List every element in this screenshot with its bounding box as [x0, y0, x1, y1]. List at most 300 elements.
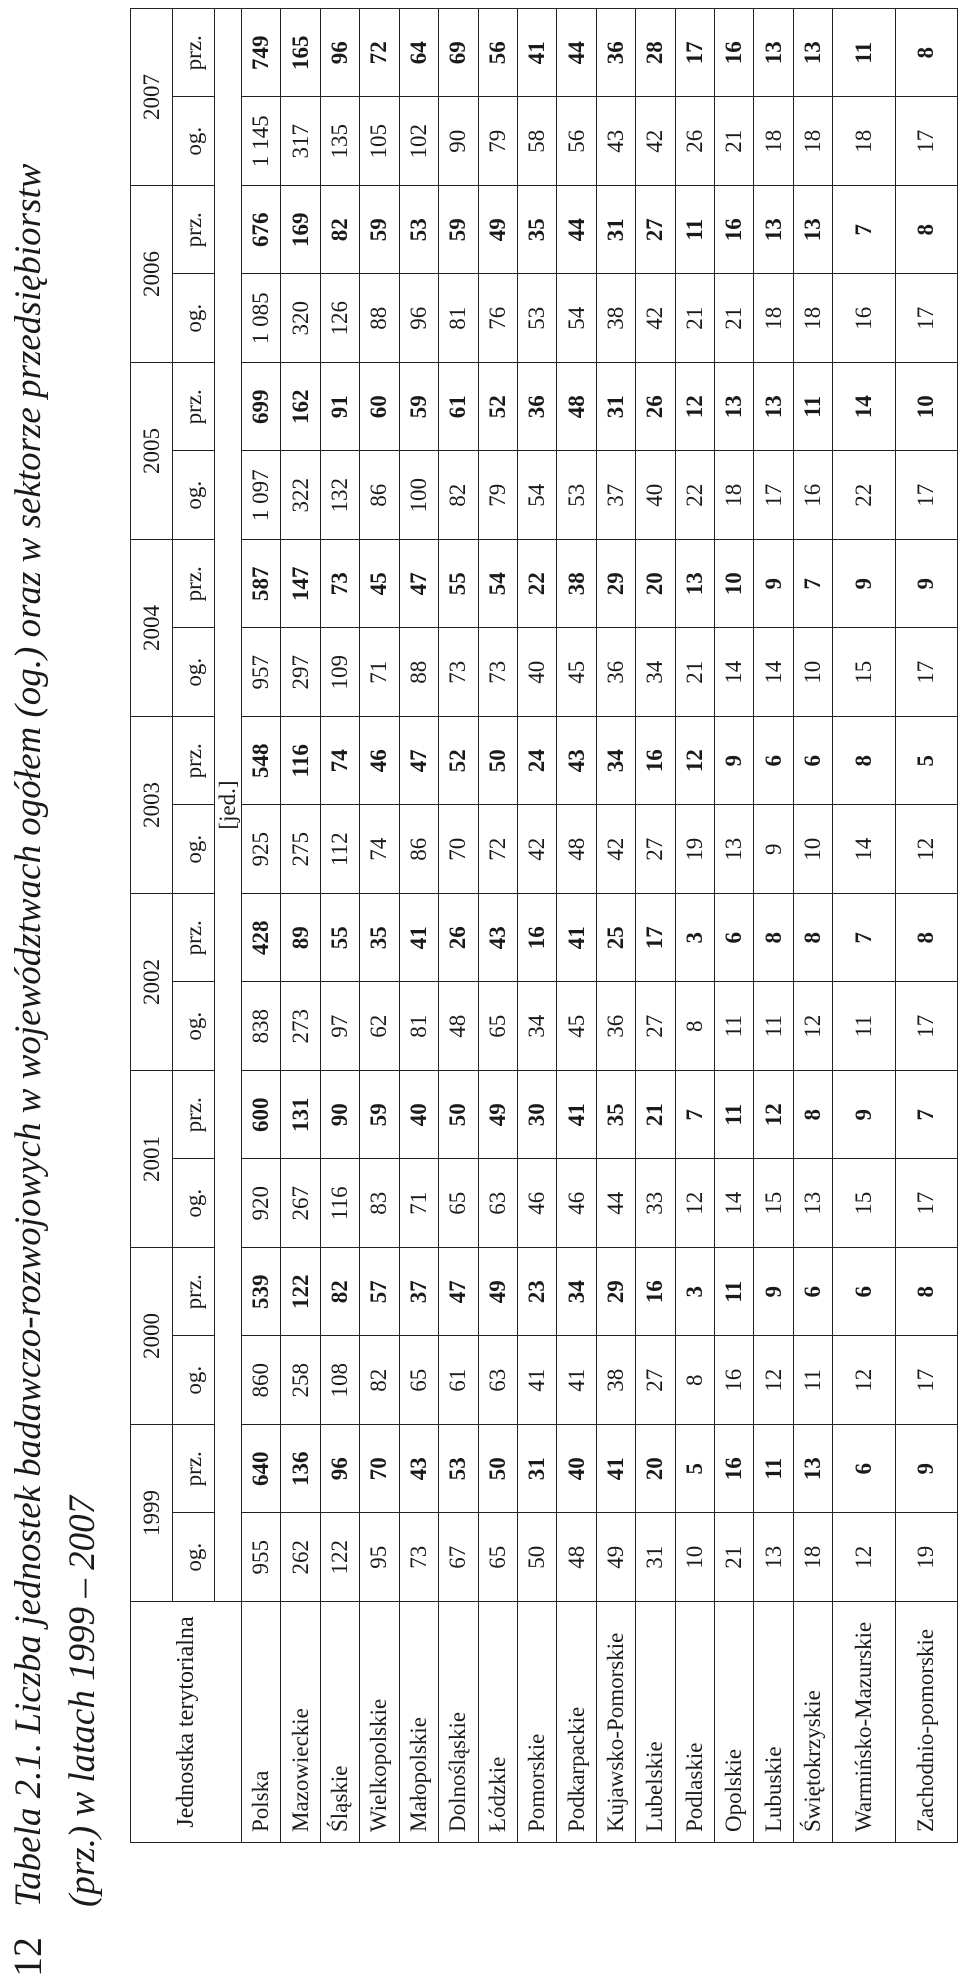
value-prz: 31	[596, 186, 635, 275]
value-og: 40	[517, 628, 556, 717]
value-og: 56	[557, 97, 596, 186]
table-row	[596, 9, 635, 1843]
value-og: 65	[478, 982, 517, 1071]
value-prz: 131	[281, 1071, 320, 1160]
value-og: 62	[360, 982, 399, 1071]
value-og: 58	[517, 97, 556, 186]
value-og: 86	[360, 451, 399, 540]
value-prz: 55	[320, 894, 359, 983]
value-og: 81	[399, 982, 438, 1071]
value-prz: 7	[793, 540, 832, 629]
value-prz: 8	[895, 1248, 957, 1337]
region-name: Podkarpackie	[557, 1602, 596, 1843]
value-og: 17	[895, 982, 957, 1071]
value-og: 74	[360, 805, 399, 894]
value-og: 79	[478, 451, 517, 540]
year-header: 2001	[131, 1071, 173, 1248]
value-og: 15	[754, 1159, 793, 1248]
value-prz: 35	[360, 894, 399, 983]
value-prz: 16	[636, 717, 675, 806]
value-prz: 49	[478, 1248, 517, 1337]
year-header: 2006	[131, 186, 173, 363]
value-og: 13	[715, 805, 754, 894]
value-prz: 29	[596, 540, 635, 629]
region-name: Podlaskie	[675, 1602, 714, 1843]
region-name: Opolskie	[715, 1602, 754, 1843]
value-prz: 53	[399, 186, 438, 275]
value-prz: 35	[517, 186, 556, 275]
value-og: 17	[895, 1336, 957, 1425]
value-prz: 82	[320, 1248, 359, 1337]
value-prz: 9	[895, 1425, 957, 1514]
value-og: 42	[596, 805, 635, 894]
value-og: 45	[557, 628, 596, 717]
value-prz: 162	[281, 363, 320, 452]
value-og: 320	[281, 274, 320, 363]
value-og: 1 085	[242, 274, 281, 363]
value-prz: 13	[754, 9, 793, 98]
value-prz: 539	[242, 1248, 281, 1337]
value-og: 27	[636, 805, 675, 894]
value-prz: 70	[360, 1425, 399, 1514]
region-column-header: Jednostka terytorialna	[131, 1602, 242, 1843]
value-prz: 22	[517, 540, 556, 629]
value-og: 18	[793, 1513, 832, 1602]
value-prz: 26	[636, 363, 675, 452]
value-og: 16	[793, 451, 832, 540]
value-prz: 587	[242, 540, 281, 629]
value-prz: 25	[596, 894, 635, 983]
value-prz: 37	[399, 1248, 438, 1337]
region-name: Wielkopolskie	[360, 1602, 399, 1843]
value-og: 109	[320, 628, 359, 717]
value-prz: 14	[833, 363, 895, 452]
value-og: 65	[439, 1159, 478, 1248]
value-prz: 56	[478, 9, 517, 98]
value-prz: 40	[399, 1071, 438, 1160]
value-prz: 116	[281, 717, 320, 806]
unit-label: [jed.]	[215, 9, 242, 1602]
value-og: 1 097	[242, 451, 281, 540]
table-row	[399, 9, 438, 1843]
value-og: 42	[517, 805, 556, 894]
value-og: 13	[754, 1513, 793, 1602]
value-og: 37	[596, 451, 635, 540]
value-og: 8	[675, 982, 714, 1071]
value-prz: 90	[320, 1071, 359, 1160]
region-name: Dolnośląskie	[439, 1602, 478, 1843]
value-prz: 13	[793, 1425, 832, 1514]
value-og: 925	[242, 805, 281, 894]
value-prz: 41	[399, 894, 438, 983]
value-prz: 31	[517, 1425, 556, 1514]
value-og: 860	[242, 1336, 281, 1425]
table-row	[281, 9, 320, 1843]
value-og: 90	[439, 97, 478, 186]
table-row	[715, 9, 754, 1843]
value-og: 18	[833, 97, 895, 186]
subheader-og: og.	[173, 97, 215, 186]
value-og: 81	[439, 274, 478, 363]
value-prz: 5	[675, 1425, 714, 1514]
value-prz: 13	[793, 186, 832, 275]
value-prz: 50	[478, 717, 517, 806]
value-og: 12	[833, 1513, 895, 1602]
value-og: 21	[675, 274, 714, 363]
value-prz: 11	[793, 363, 832, 452]
value-prz: 9	[895, 540, 957, 629]
value-prz: 11	[715, 1071, 754, 1160]
value-og: 258	[281, 1336, 320, 1425]
value-prz: 428	[242, 894, 281, 983]
table-row	[320, 9, 359, 1843]
value-prz: 548	[242, 717, 281, 806]
value-og: 48	[557, 805, 596, 894]
value-og: 63	[478, 1159, 517, 1248]
subheader-prz: prz.	[173, 1425, 215, 1514]
table-row	[754, 9, 793, 1843]
year-header: 2003	[131, 717, 173, 894]
value-og: 15	[833, 1159, 895, 1248]
value-prz: 7	[675, 1071, 714, 1160]
value-prz: 35	[596, 1071, 635, 1160]
value-og: 262	[281, 1513, 320, 1602]
value-og: 16	[715, 1336, 754, 1425]
value-prz: 46	[360, 717, 399, 806]
value-og: 21	[715, 97, 754, 186]
region-name: Świętokrzyskie	[793, 1602, 832, 1843]
subheader-prz: prz.	[173, 1248, 215, 1337]
value-og: 8	[675, 1336, 714, 1425]
value-og: 273	[281, 982, 320, 1071]
value-prz: 59	[439, 186, 478, 275]
value-prz: 69	[439, 9, 478, 98]
value-prz: 36	[596, 9, 635, 98]
value-og: 97	[320, 982, 359, 1071]
value-og: 21	[675, 628, 714, 717]
table-row	[895, 9, 957, 1843]
value-og: 322	[281, 451, 320, 540]
value-prz: 8	[793, 894, 832, 983]
value-og: 27	[636, 982, 675, 1071]
value-og: 83	[360, 1159, 399, 1248]
value-prz: 11	[833, 9, 895, 98]
value-og: 33	[636, 1159, 675, 1248]
value-prz: 8	[754, 894, 793, 983]
value-prz: 34	[557, 1248, 596, 1337]
subheader-og: og.	[173, 1513, 215, 1602]
value-og: 12	[895, 805, 957, 894]
value-og: 12	[675, 1159, 714, 1248]
value-og: 135	[320, 97, 359, 186]
subheader-prz: prz.	[173, 363, 215, 452]
value-og: 102	[399, 97, 438, 186]
year-header: 2000	[131, 1248, 173, 1425]
value-prz: 23	[517, 1248, 556, 1337]
value-og: 26	[675, 97, 714, 186]
value-prz: 50	[478, 1425, 517, 1514]
value-prz: 26	[439, 894, 478, 983]
value-prz: 20	[636, 1425, 675, 1514]
value-og: 43	[596, 97, 635, 186]
value-og: 46	[517, 1159, 556, 1248]
caption-line-2: (prz.) w latach 1999 – 2007	[62, 1495, 103, 1907]
value-prz: 7	[833, 894, 895, 983]
region-name: Śląskie	[320, 1602, 359, 1843]
value-prz: 47	[399, 540, 438, 629]
region-name: Kujawsko-Pomorskie	[596, 1602, 635, 1843]
value-prz: 8	[895, 894, 957, 983]
value-prz: 13	[793, 9, 832, 98]
value-og: 838	[242, 982, 281, 1071]
value-prz: 20	[636, 540, 675, 629]
value-prz: 27	[636, 186, 675, 275]
value-og: 11	[754, 982, 793, 1071]
value-og: 36	[596, 628, 635, 717]
value-og: 1 145	[242, 97, 281, 186]
value-prz: 169	[281, 186, 320, 275]
value-prz: 13	[754, 363, 793, 452]
subheader-row	[173, 9, 215, 1843]
value-og: 19	[895, 1513, 957, 1602]
value-prz: 38	[557, 540, 596, 629]
value-og: 71	[399, 1159, 438, 1248]
value-og: 18	[793, 97, 832, 186]
subheader-prz: prz.	[173, 894, 215, 983]
value-og: 21	[715, 1513, 754, 1602]
value-og: 95	[360, 1513, 399, 1602]
value-og: 34	[517, 982, 556, 1071]
value-og: 317	[281, 97, 320, 186]
value-og: 957	[242, 628, 281, 717]
table-row	[439, 9, 478, 1843]
value-prz: 52	[478, 363, 517, 452]
value-og: 79	[478, 97, 517, 186]
value-og: 88	[360, 274, 399, 363]
region-name: Warmińsko-Mazurskie	[833, 1602, 895, 1843]
value-prz: 10	[895, 363, 957, 452]
value-og: 122	[320, 1513, 359, 1602]
table-row	[675, 9, 714, 1843]
value-prz: 29	[596, 1248, 635, 1337]
value-og: 17	[895, 274, 957, 363]
value-prz: 11	[715, 1248, 754, 1337]
value-og: 63	[478, 1336, 517, 1425]
value-prz: 17	[675, 9, 714, 98]
value-prz: 5	[895, 717, 957, 806]
value-og: 18	[793, 274, 832, 363]
value-prz: 6	[793, 717, 832, 806]
value-prz: 9	[833, 540, 895, 629]
value-prz: 16	[715, 1425, 754, 1514]
subheader-og: og.	[173, 1159, 215, 1248]
value-prz: 749	[242, 9, 281, 98]
region-name: Mazowieckie	[281, 1602, 320, 1843]
value-prz: 6	[715, 894, 754, 983]
value-og: 9	[754, 805, 793, 894]
value-prz: 60	[360, 363, 399, 452]
value-og: 50	[517, 1513, 556, 1602]
subheader-prz: prz.	[173, 9, 215, 98]
value-prz: 30	[517, 1071, 556, 1160]
value-prz: 16	[517, 894, 556, 983]
value-og: 54	[557, 274, 596, 363]
value-prz: 24	[517, 717, 556, 806]
value-og: 16	[833, 274, 895, 363]
region-name: Lubelskie	[636, 1602, 675, 1843]
subheader-og: og.	[173, 1336, 215, 1425]
value-prz: 82	[320, 186, 359, 275]
value-og: 18	[754, 274, 793, 363]
page-number: 12	[5, 1937, 50, 1977]
value-prz: 43	[399, 1425, 438, 1514]
value-prz: 122	[281, 1248, 320, 1337]
value-prz: 43	[478, 894, 517, 983]
value-prz: 59	[360, 1071, 399, 1160]
value-og: 116	[320, 1159, 359, 1248]
table-row	[242, 9, 281, 1843]
value-prz: 699	[242, 363, 281, 452]
value-og: 15	[833, 628, 895, 717]
value-prz: 8	[895, 186, 957, 275]
value-prz: 9	[754, 1248, 793, 1337]
value-prz: 3	[675, 894, 714, 983]
value-og: 54	[517, 451, 556, 540]
value-og: 40	[636, 451, 675, 540]
value-og: 12	[833, 1336, 895, 1425]
year-header: 2007	[131, 9, 173, 186]
value-og: 65	[478, 1513, 517, 1602]
value-prz: 9	[715, 717, 754, 806]
table-body	[242, 9, 958, 1843]
value-og: 10	[793, 805, 832, 894]
value-prz: 61	[439, 363, 478, 452]
value-og: 82	[360, 1336, 399, 1425]
value-og: 72	[478, 805, 517, 894]
value-prz: 676	[242, 186, 281, 275]
value-prz: 12	[754, 1071, 793, 1160]
value-prz: 6	[793, 1248, 832, 1337]
value-prz: 7	[895, 1071, 957, 1160]
value-prz: 12	[675, 363, 714, 452]
value-og: 61	[439, 1336, 478, 1425]
value-prz: 6	[833, 1425, 895, 1514]
value-prz: 49	[478, 186, 517, 275]
value-og: 73	[399, 1513, 438, 1602]
value-prz: 16	[715, 9, 754, 98]
value-prz: 40	[557, 1425, 596, 1514]
value-og: 45	[557, 982, 596, 1071]
value-prz: 6	[833, 1248, 895, 1337]
value-prz: 11	[754, 1425, 793, 1514]
value-og: 34	[636, 628, 675, 717]
value-og: 31	[636, 1513, 675, 1602]
value-og: 955	[242, 1513, 281, 1602]
value-prz: 12	[675, 717, 714, 806]
value-prz: 13	[675, 540, 714, 629]
table-row	[557, 9, 596, 1843]
value-og: 49	[596, 1513, 635, 1602]
subheader-og: og.	[173, 628, 215, 717]
year-header: 1999	[131, 1425, 173, 1602]
value-prz: 7	[833, 186, 895, 275]
value-og: 132	[320, 451, 359, 540]
table-row	[636, 9, 675, 1843]
value-og: 18	[715, 451, 754, 540]
value-og: 76	[478, 274, 517, 363]
value-og: 297	[281, 628, 320, 717]
value-og: 22	[833, 451, 895, 540]
value-prz: 640	[242, 1425, 281, 1514]
value-prz: 9	[833, 1071, 895, 1160]
value-prz: 16	[636, 1248, 675, 1337]
value-og: 42	[636, 274, 675, 363]
value-prz: 89	[281, 894, 320, 983]
value-prz: 74	[320, 717, 359, 806]
subheader-og: og.	[173, 274, 215, 363]
value-og: 22	[675, 451, 714, 540]
value-prz: 72	[360, 9, 399, 98]
value-prz: 44	[557, 186, 596, 275]
value-og: 38	[596, 1336, 635, 1425]
subheader-prz: prz.	[173, 186, 215, 275]
year-header: 2002	[131, 894, 173, 1071]
value-prz: 52	[439, 717, 478, 806]
value-og: 100	[399, 451, 438, 540]
value-og: 10	[793, 628, 832, 717]
value-prz: 21	[636, 1071, 675, 1160]
value-og: 73	[439, 628, 478, 717]
value-og: 41	[517, 1336, 556, 1425]
value-og: 275	[281, 805, 320, 894]
value-og: 73	[478, 628, 517, 717]
year-header: 2004	[131, 540, 173, 717]
value-og: 70	[439, 805, 478, 894]
value-og: 41	[557, 1336, 596, 1425]
subheader-og: og.	[173, 805, 215, 894]
value-og: 88	[399, 628, 438, 717]
value-prz: 41	[557, 1071, 596, 1160]
value-og: 17	[895, 97, 957, 186]
value-prz: 8	[833, 717, 895, 806]
value-prz: 13	[754, 186, 793, 275]
subheader-prz: prz.	[173, 540, 215, 629]
value-og: 53	[557, 451, 596, 540]
value-og: 126	[320, 274, 359, 363]
value-og: 27	[636, 1336, 675, 1425]
unit-row	[215, 9, 242, 1843]
value-prz: 44	[557, 9, 596, 98]
value-prz: 64	[399, 9, 438, 98]
table-caption	[2, 27, 110, 1907]
value-og: 17	[895, 628, 957, 717]
value-prz: 147	[281, 540, 320, 629]
table-row	[478, 9, 517, 1843]
region-name: Łódzkie	[478, 1602, 517, 1843]
value-prz: 3	[675, 1248, 714, 1337]
value-og: 105	[360, 97, 399, 186]
value-og: 71	[360, 628, 399, 717]
value-og: 14	[715, 628, 754, 717]
value-prz: 36	[517, 363, 556, 452]
value-og: 67	[439, 1513, 478, 1602]
value-prz: 49	[478, 1071, 517, 1160]
value-prz: 59	[399, 363, 438, 452]
value-prz: 10	[715, 540, 754, 629]
value-prz: 6	[754, 717, 793, 806]
value-og: 46	[557, 1159, 596, 1248]
value-og: 267	[281, 1159, 320, 1248]
